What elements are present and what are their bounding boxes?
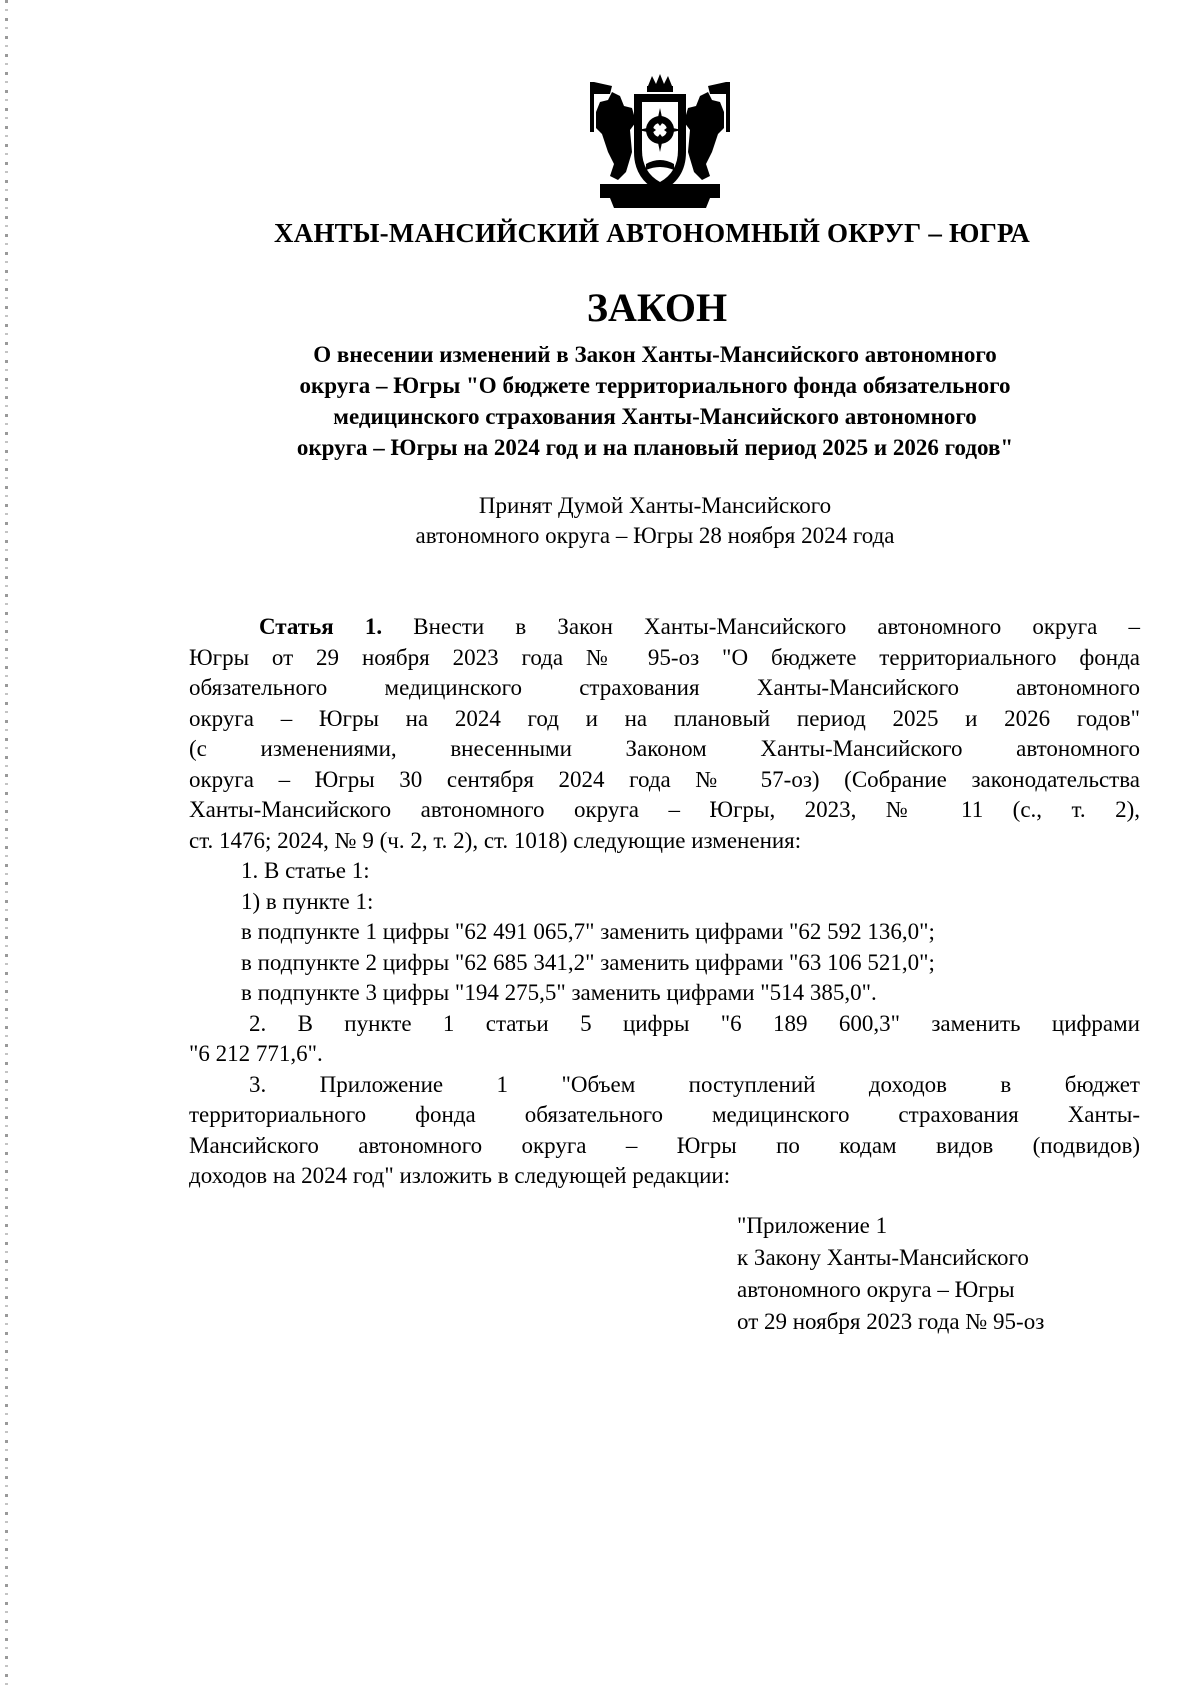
subject-line: округа – Югры "О бюджете территориального фонда обязательного xyxy=(299,373,1011,398)
region-title: ХАНТЫ-МАНСИЙСКИЙ АВТОНОМНЫЙ ОКРУГ – ЮГРА xyxy=(274,218,1030,248)
article-line: Югры от 29 ноября 2023 года № 95-оз "О бюджете территориального фонда xyxy=(189,644,1140,670)
item-2-line: 2. В пункте 1 статьи 5 цифры "6 189 600,3" заменить цифрами xyxy=(249,1010,1140,1036)
article-line: Ханты-Мансийского автономного округа – Югры, 2023, № 11 (с., т. 2), xyxy=(189,797,1140,822)
adoption-note-line: Принят Думой Ханты-Мансийского xyxy=(478,493,832,518)
subject-line: округа – Югры на 2024 год и на плановый период 2025 и 2026 годов" xyxy=(296,435,1014,460)
item-3-line: территориального фонда обязательного медицинского страхования Ханты- xyxy=(189,1102,1140,1127)
item-3-line: 3. Приложение 1 "Объем поступлений доходов в бюджет xyxy=(249,1071,1140,1097)
article-first-line xyxy=(189,612,1140,643)
item-2-line: "6 212 771,6". xyxy=(189,1041,323,1066)
article-1-body xyxy=(189,612,1140,1192)
article-line: ст. 1476; 2024, № 9 (ч. 2, т. 2), ст. 1018) следующие изменения: xyxy=(189,827,802,853)
item-1-point-1: 1) в пункте 1: xyxy=(241,888,374,914)
appendix-line: от 29 ноября 2023 года № 95-оз xyxy=(737,1309,1045,1334)
item-1: 1. В статье 1: xyxy=(241,858,370,883)
article-line: (с изменениями, внесенными Законом Ханты-Мансийского автономного xyxy=(189,736,1140,761)
appendix-line: "Приложение 1 xyxy=(737,1213,888,1238)
adoption-note-line: автономного округа – Югры 28 ноября 2024 года xyxy=(415,523,895,548)
article-line: обязательного медицинского страхования Ханты-Мансийского автономного xyxy=(189,675,1140,700)
article-first-line-text: Внести в Закон Ханты-Мансийского автономного округа – xyxy=(413,614,1140,639)
subitem-3: в подпункте 3 цифры "194 275,5" заменить цифрами "514 385,0". xyxy=(241,980,877,1005)
item-3-line: доходов на 2024 год" изложить в следующей редакции: xyxy=(189,1163,731,1188)
coat-of-arms-icon xyxy=(590,72,730,212)
subject-line: О внесении изменений в Закон Ханты-Мансийского автономного xyxy=(313,342,997,367)
item-3-line: Мансийского автономного округа – Югры по кодам видов (подвидов) xyxy=(189,1132,1140,1158)
article-line: округа – Югры на 2024 год и на плановый период 2025 и 2026 годов" xyxy=(189,705,1140,731)
subitem-1: в подпункте 1 цифры "62 491 065,7" заменить цифрами "62 592 136,0"; xyxy=(241,919,935,944)
appendix-reference xyxy=(737,1210,1044,1338)
document-type-heading: ЗАКОН xyxy=(586,285,728,330)
appendix-line: к Закону Ханты-Мансийского xyxy=(737,1245,1029,1270)
article-line: округа – Югры 30 сентября 2024 года № 57-оз) (Собрание законодательства xyxy=(189,766,1140,792)
appendix-line: автономного округа – Югры xyxy=(737,1277,1015,1302)
subject-line: медицинского страхования Ханты-Мансийского автономного xyxy=(333,404,977,429)
scan-edge-artifact xyxy=(5,0,8,1685)
subitem-2: в подпункте 2 цифры "62 685 341,2" заменить цифрами "63 106 521,0"; xyxy=(241,949,935,975)
article-heading: Статья 1. xyxy=(259,614,383,639)
